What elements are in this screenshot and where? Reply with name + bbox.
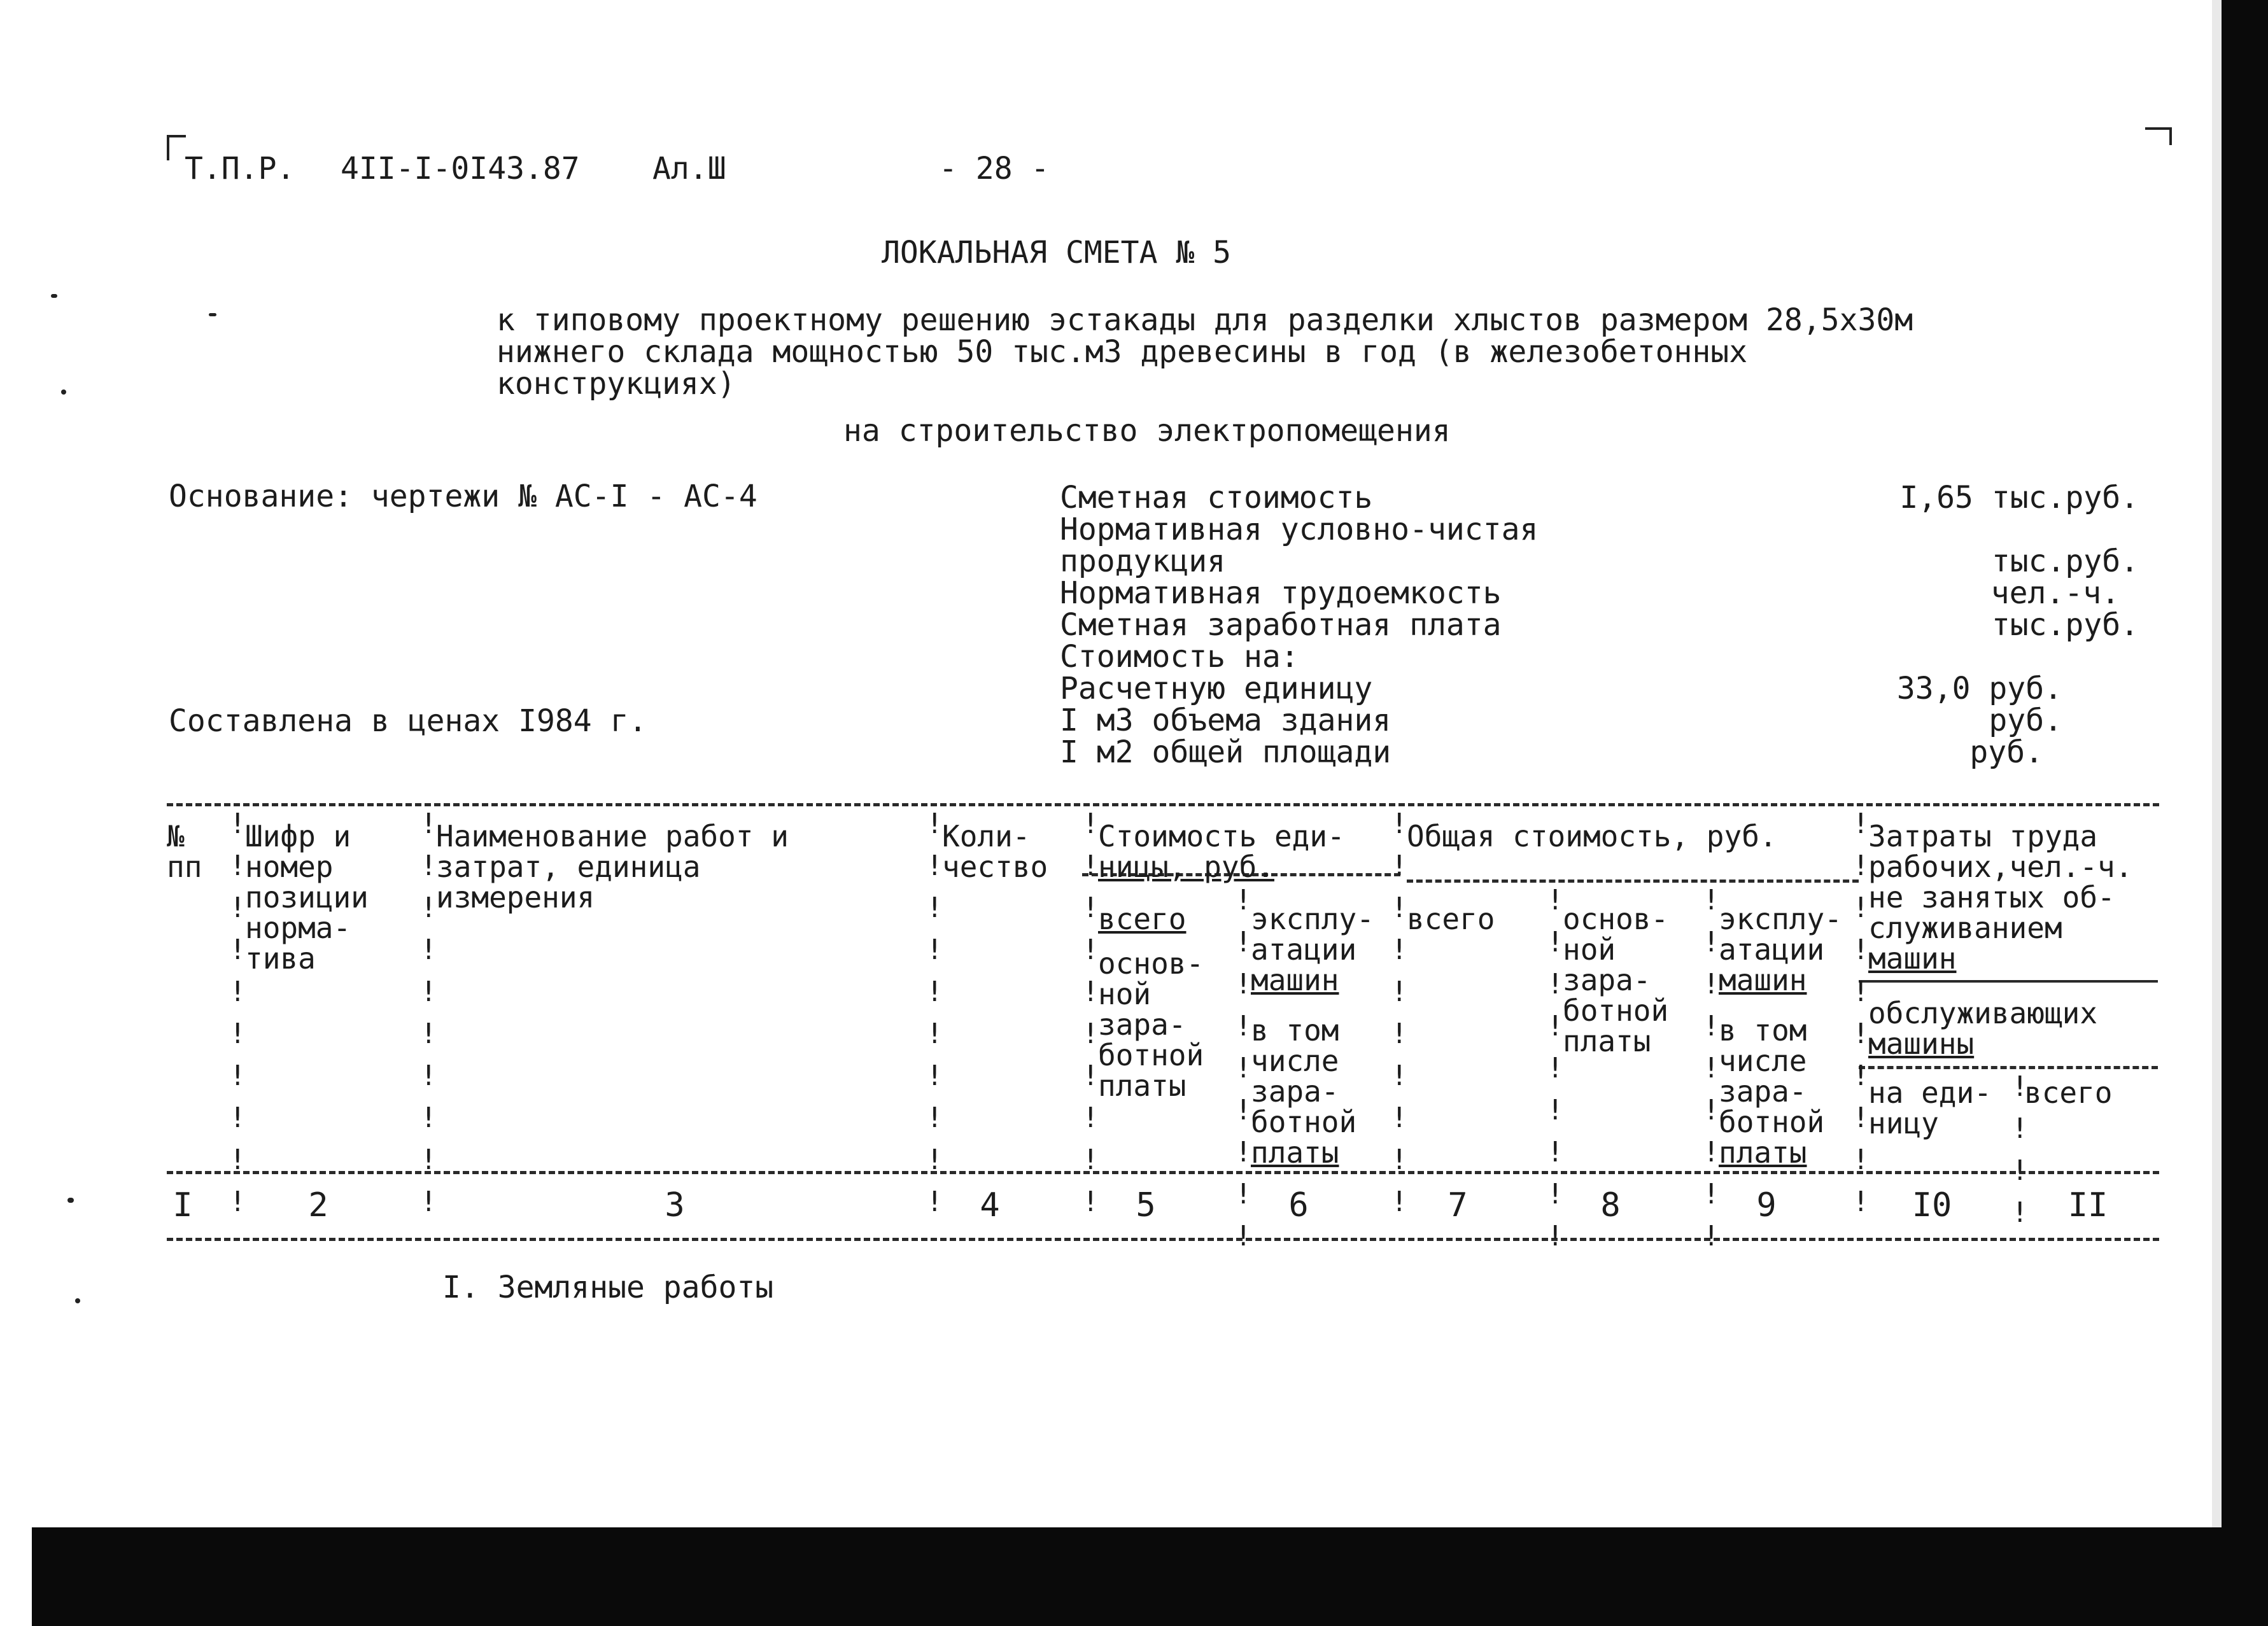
scan-speck: [51, 294, 57, 298]
col-sep: ! ! ! ! ! ! ! ! ! !: [1082, 808, 1099, 1218]
col-sep: ! ! ! ! ! ! ! ! !: [1547, 884, 1564, 1252]
header-labor-machines-2: машины: [1868, 1027, 1975, 1061]
header-labor-machines: обслуживающих: [1868, 996, 2098, 1030]
column-number: 5: [1136, 1186, 1156, 1224]
corner-mark-left-h: [167, 135, 186, 137]
column-number: I0: [1912, 1186, 1952, 1224]
summary-value: руб.: [1969, 734, 2043, 770]
summary-label: Сметная заработная плата: [1060, 607, 1502, 643]
doc-album: Ал.Ш: [652, 151, 726, 186]
summary-label: Нормативная трудоемкость: [1060, 575, 1502, 611]
col-sep: ! ! ! ! ! ! ! ! !: [1235, 884, 1252, 1252]
subtitle-line-3: конструкциях): [497, 366, 736, 402]
header-total-machines: эксплу- атации: [1719, 902, 1842, 967]
col-sep: ! ! ! ! ! ! ! ! ! !: [1852, 808, 1870, 1218]
column-number: I: [173, 1186, 193, 1224]
page-title: ЛОКАЛЬНАЯ СМЕТА № 5: [882, 235, 1232, 270]
summary-label: I м2 общей площади: [1060, 734, 1391, 770]
header-unit-total: всего: [1098, 902, 1187, 936]
table-rule-sub2: [1859, 980, 2158, 983]
column-number: II: [2067, 1186, 2108, 1224]
summary-label: Сметная стоимость: [1060, 480, 1373, 515]
summary-value: I,65 тыс.руб.: [1899, 480, 2139, 515]
header-total-machine-wage-2: платы: [1719, 1135, 1807, 1170]
subtitle-line-2: нижнего склада мощностью 50 тыс.м3 древесины в год (в железобетонных: [497, 334, 1748, 370]
column-number: 9: [1756, 1186, 1777, 1224]
header-labor: Затраты труда рабочих,чел.-ч. не занятых об- служиванием: [1868, 819, 2133, 945]
summary-label: продукция: [1060, 543, 1226, 579]
summary-label: Расчетную единицу: [1060, 671, 1373, 706]
prices-year: Составлена в ценах I984 г.: [169, 703, 647, 739]
header-total: всего: [1407, 902, 1495, 936]
table-rule-bottom: [167, 1238, 2159, 1241]
column-number: 4: [980, 1186, 1000, 1224]
table-rule-sub1: [1407, 880, 1859, 883]
doc-code: Т.П.Р.: [185, 151, 295, 186]
summary-value: 33,0 руб.: [1896, 671, 2062, 706]
corner-mark-left: [167, 135, 169, 160]
summary-label: I м3 объема здания: [1060, 703, 1391, 738]
corner-mark-right: [2145, 127, 2171, 130]
header-num: № пп: [167, 819, 202, 884]
header-total-wage: основ- ной зара- ботной платы: [1563, 902, 1669, 1058]
basis: Основание: чертежи № АС-I - АС-4: [169, 479, 757, 514]
scan-speck: [67, 1198, 74, 1203]
header-unit-machine-wage-2: платы: [1251, 1135, 1339, 1170]
corner-mark-right-v: [2169, 127, 2172, 145]
table-rule-sub3: [1859, 1066, 2158, 1069]
col-sep: ! ! ! ! ! ! ! ! ! !: [1391, 808, 1408, 1218]
header-unit-machines-2: машин: [1251, 963, 1339, 997]
header-labor-2: машин: [1868, 941, 1957, 976]
col-sep: ! ! ! !: [2011, 1070, 2029, 1229]
header-total-cost: Общая стоимость, руб.: [1407, 819, 1777, 853]
summary-value: тыс.руб.: [1991, 543, 2139, 579]
header-unit-wage: основ- ной зара- ботной платы: [1098, 946, 1204, 1103]
summary-value: тыс.руб.: [1991, 607, 2139, 643]
subtitle-line-1: к типовому проектному решению эстакады для разделки хлыстов размером 28,5х30м: [497, 302, 1913, 338]
column-number: 3: [665, 1186, 685, 1224]
scan-speck: [61, 389, 66, 395]
doc-number: 4II-I-0I43.87: [341, 151, 580, 186]
column-number: 2: [308, 1186, 328, 1224]
scan-speck: [75, 1298, 80, 1303]
header-code: Шифр и номер позиции норма- тива: [245, 819, 369, 976]
column-number: 8: [1600, 1186, 1621, 1224]
header-unit-cost: Стоимость еди-: [1098, 819, 1345, 853]
scan-border-bottom: [32, 1527, 2268, 1626]
scan-speck: [209, 313, 216, 316]
col-sep: ! ! ! ! ! ! ! ! ! !: [420, 808, 437, 1218]
header-total-machines-2: машин: [1719, 963, 1807, 997]
summary-label: Стоимость на:: [1060, 639, 1299, 675]
col-sep: ! ! ! ! ! ! ! ! ! !: [926, 808, 943, 1218]
summary-value: руб.: [1989, 703, 2062, 738]
header-unit-machines: эксплу- атации: [1251, 902, 1374, 967]
summary-value: чел.-ч.: [1990, 575, 2120, 611]
col-sep: ! ! ! ! ! ! ! ! ! !: [229, 808, 246, 1218]
purpose: на строительство электропомещения: [843, 413, 1451, 449]
header-labor-per-unit: на еди- ницу: [1868, 1076, 1992, 1140]
scan-border-right: [2222, 0, 2268, 1626]
section-title: I. Земляные работы: [442, 1270, 774, 1305]
page-number: - 28 -: [939, 151, 1050, 186]
header-labor-total: всего: [2024, 1076, 2113, 1110]
header-unit-machine-wage: в том числе зара- ботной: [1251, 1013, 1357, 1139]
header-name: Наименование работ и затрат, единица измерения: [436, 819, 789, 915]
header-unit-cost-2: ницы, руб.: [1098, 850, 1274, 884]
column-number: 6: [1288, 1186, 1309, 1224]
col-sep: ! ! ! ! ! ! ! ! !: [1703, 884, 1720, 1252]
column-number: 7: [1447, 1186, 1468, 1224]
summary-label: Нормативная условно-чистая: [1060, 512, 1539, 547]
header-quantity: Коли- чество: [942, 819, 1048, 884]
header-total-machine-wage: в том числе зара- ботной: [1719, 1013, 1825, 1139]
